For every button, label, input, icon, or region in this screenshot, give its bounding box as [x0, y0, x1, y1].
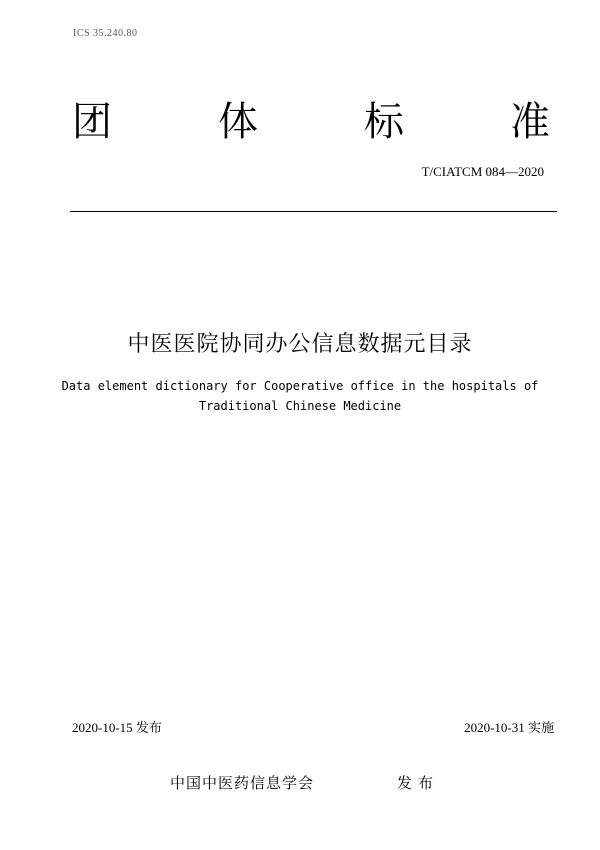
title-chinese: 中医医院协同办公信息数据元目录 [127, 332, 473, 357]
title-english-line-1: Data element dictionary for Cooperative office in the hospitals of [61, 379, 539, 393]
ics-code: ICS 35.240.80 [73, 28, 138, 39]
standard-number: T/CIATCM 084—2020 [421, 164, 544, 179]
doc-type-char: 标 [364, 99, 404, 145]
title-english [50, 376, 550, 416]
publisher-name: 中国中医药信息学会 [170, 774, 315, 792]
issue-date: 2020-10-15 发布 [72, 720, 162, 735]
publish-label: 发布 [397, 774, 440, 792]
implement-date: 2020-10-31 实施 [464, 720, 554, 735]
doc-type-char: 团 [72, 99, 112, 145]
title-english-line-2: Traditional Chinese Medicine [198, 399, 402, 413]
doc-type-char: 体 [218, 99, 258, 145]
doc-type-char: 准 [510, 99, 550, 145]
header-divider [70, 211, 557, 212]
document-type-heading [72, 96, 550, 148]
